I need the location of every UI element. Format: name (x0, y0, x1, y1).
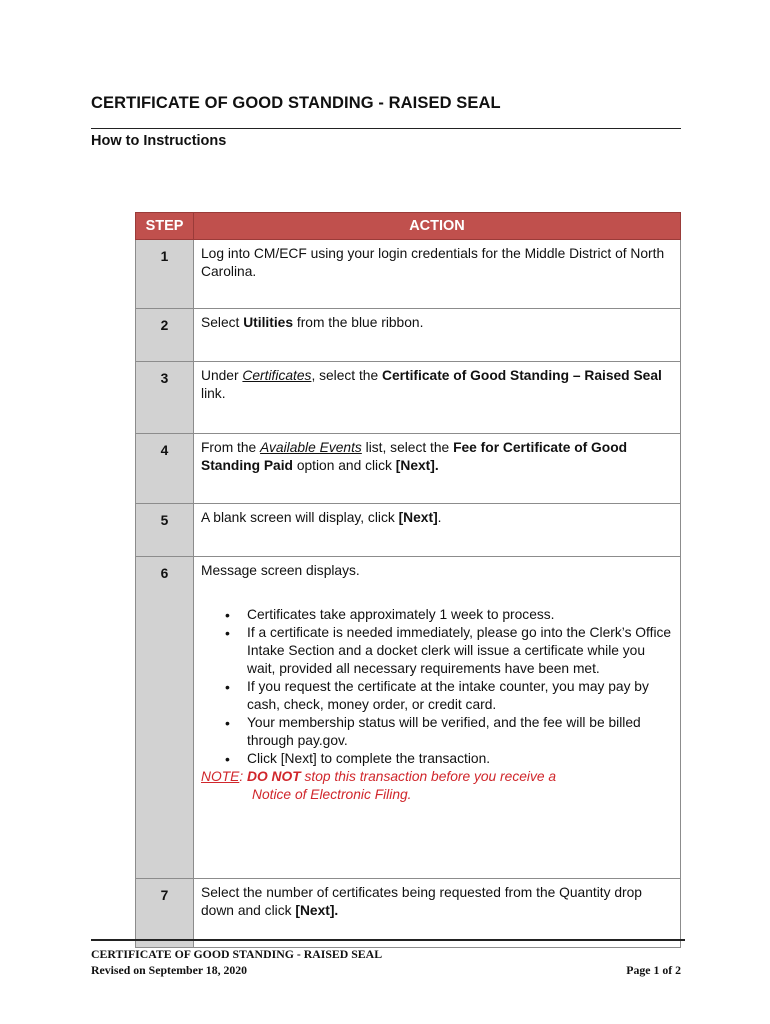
step-number: 3 (136, 362, 194, 434)
step-action (194, 309, 681, 362)
step-action (194, 879, 681, 948)
page-number: Page 1 of 2 (626, 963, 681, 977)
document-subtitle: How to Instructions (91, 133, 227, 149)
step-text: Under Certificates, select the Certificate of Good Standing – Raised Seal link. (201, 368, 662, 401)
footer-revision-date: Revised on September 18, 2020 (91, 963, 248, 977)
step-text: Log into CM/ECF using your login credentials for the Middle District of North Carolina. (201, 246, 665, 279)
step-text: Message screen displays. (201, 563, 360, 578)
title-divider (91, 128, 681, 129)
table-row (136, 240, 681, 309)
note-text: NOTE: DO NOT stop this transaction before you receive a Notice of Electronic Filing. (201, 769, 557, 802)
step-number: 5 (136, 504, 194, 557)
step-number: 2 (136, 309, 194, 362)
step-number: 7 (136, 879, 194, 948)
table-row (136, 309, 681, 362)
list-item: • Click [Next] to complete the transaction. (247, 750, 672, 768)
note-label: NOTE (201, 769, 240, 784)
step-number: 4 (136, 434, 194, 504)
list-item: • Certificates take approximately 1 week to process. (247, 606, 672, 624)
table-row (136, 879, 681, 948)
message-bullet-list (201, 606, 672, 768)
step-text: From the Available Events list, select the Fee for Certificate of Good Standing Paid option and click [Next]. (201, 440, 628, 473)
footer-title: CERTIFICATE OF GOOD STANDING - RAISED SEAL (91, 947, 383, 961)
instructions-table (135, 212, 681, 948)
step-number: 1 (136, 240, 194, 309)
step-column-header: STEP (136, 213, 194, 240)
step-action (194, 504, 681, 557)
table-row (136, 504, 681, 557)
next-label: [Next] (398, 510, 438, 525)
step-text: Select Utilities from the blue ribbon. (201, 315, 424, 330)
next-label: [Next]. (295, 903, 339, 918)
action-column-header: ACTION (194, 213, 681, 240)
footer-divider (91, 939, 685, 941)
ribbon-menu-name: Utilities (243, 315, 294, 330)
list-item: • Your membership status will be verified, and the fee will be billed through pay.gov. (247, 714, 672, 750)
step-action (194, 557, 681, 879)
step-action (194, 362, 681, 434)
table-row (136, 434, 681, 504)
table-row (136, 362, 681, 434)
document-title: CERTIFICATE OF GOOD STANDING - RAISED SEAL (91, 94, 501, 112)
note-emphasis: DO NOT (247, 769, 301, 784)
step-number: 6 (136, 557, 194, 879)
table-row (136, 557, 681, 879)
step-action (194, 434, 681, 504)
event-name: Fee for Certificate of Good Standing Paid (201, 440, 628, 473)
step-text: A blank screen will display, click [Next]. (201, 510, 442, 525)
next-label: [Next]. (395, 458, 439, 473)
section-name: Certificates (242, 368, 312, 383)
list-name: Available Events (260, 440, 362, 455)
list-item: • If a certificate is needed immediately, please go into the Clerk’s Office Intake Section and a docket clerk will issue a certificate while you wait, provided all necessary requirements have been met. (247, 624, 672, 678)
table-header-row (136, 213, 681, 240)
step-text: Select the number of certificates being requested from the Quantity drop down and click [Next]. (201, 885, 642, 918)
link-name: Certificate of Good Standing – Raised Seal (382, 368, 662, 383)
step-action (194, 240, 681, 309)
list-item: • If you request the certificate at the intake counter, you may pay by cash, check, money order, or credit card. (247, 678, 672, 714)
